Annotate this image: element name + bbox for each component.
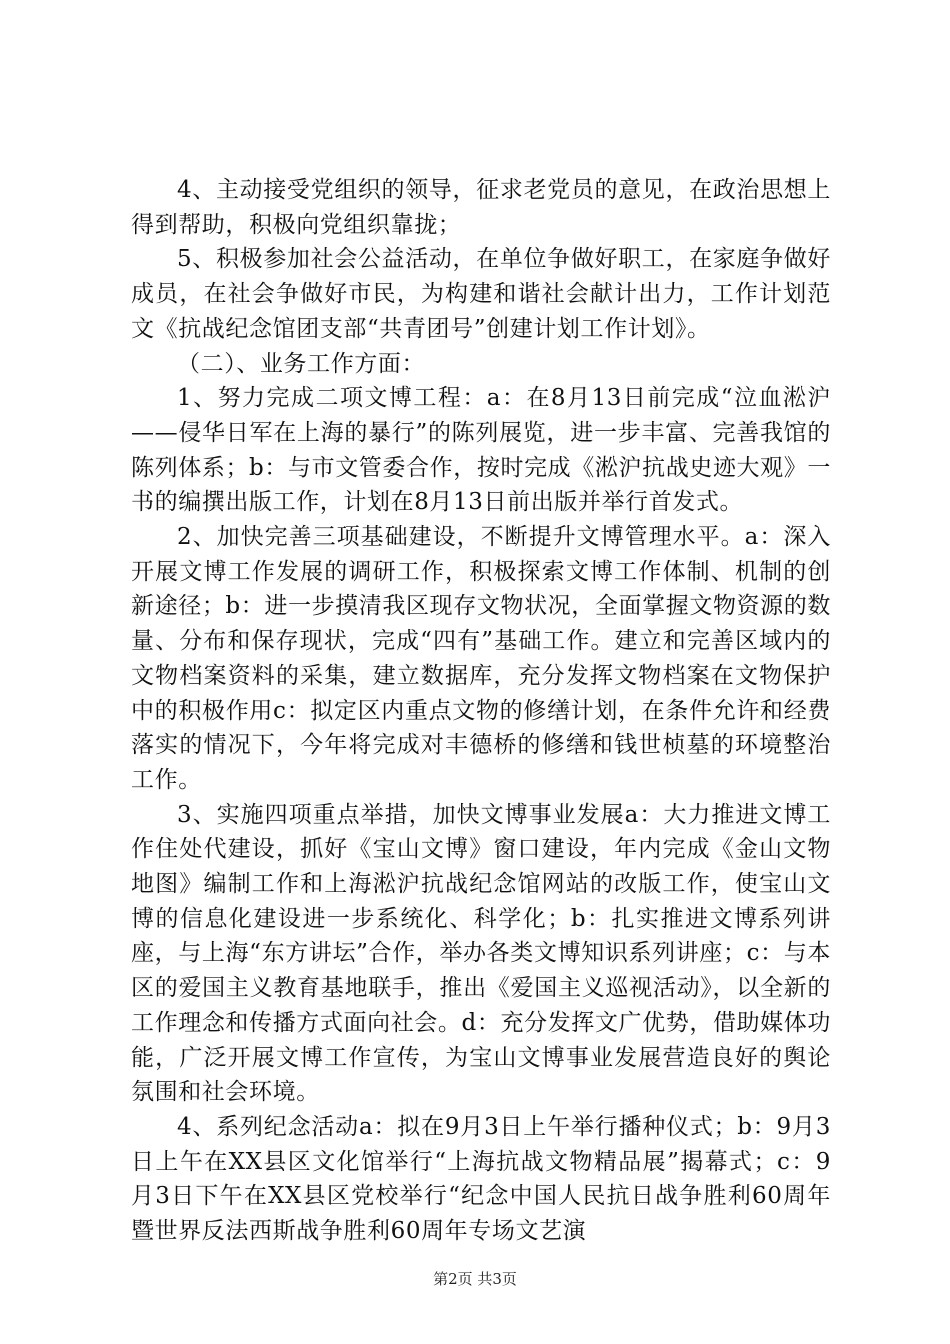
paragraph-business-2: 2、加快完善三项基础建设，不断提升文博管理水平。a：深入开展文博工作发展的调研工作，积极探索文博工作体制、机制的创新途径；b：进一步摸清我区现存文物状况，全面掌握文物资源的数量、分布和保存现状，完成“四有”基础工作。建立和完善区域内的文物档案资料的采集，建立数据库，充分发挥文物档案在文物保护中的积极作用c：拟定区内重点文物的修缮计划，在条件允许和经费落实的情况下，今年将完成对丰德桥的修缮和钱世桢墓的环境整治工作。 (131, 524, 831, 793)
paragraph-business-4: 4、系列纪念活动a：拟在9月3日上午举行播种仪式；b：9月3日上午在XX县区文化馆举行“上海抗战文物精品展”揭幕式；c：9月3日下午在XX县区党校举行“纪念中国人民抗日战争胜利60周年暨世界反法西斯战争胜利60周年专场文艺演 (131, 1113, 831, 1245)
paragraph-business-1: 1、努力完成二项文博工程：a：在8月13日前完成“泣血淞沪——侵华日军在上海的暴行”的陈列展览，进一步丰富、完善我馆的陈列体系；b：与市文管委合作，按时完成《淞沪抗战史迹大观》一书的编撰出版工作，计划在8月13日前出版并举行首发式。 (131, 385, 831, 516)
document-body (131, 173, 831, 1249)
paragraph-item-4-party: 4、主动接受党组织的领导，征求老党员的意见，在政治思想上得到帮助，积极向党组织靠拢； (131, 177, 831, 238)
paragraph-item-5-public-welfare: 5、积极参加社会公益活动，在单位争做好职工，在家庭争做好成员，在社会争做好市民，为构建和谐社会献计出力，工作计划范文《抗战纪念馆团支部“共青团号”创建计划工作计划》。 (131, 246, 831, 342)
paragraph-business-3: 3、实施四项重点举措，加快文博事业发展a：大力推进文博工作住处代建设，抓好《宝山文博》窗口建设，年内完成《金山文物地图》编制工作和上海淞沪抗战纪念馆网站的改版工作，使宝山文博的信息化建设进一步系统化、科学化；b：扎实推进文博系列讲座，与上海“东方讲坛”合作，举办各类文博知识系列讲座；c：与本区的爱国主义教育基地联手，推出《爱国主义巡视活动》，以全新的工作理念和传播方式面向社会。d：充分发挥文广优势，借助媒体功能，广泛开展文博工作宣传，为宝山文博事业发展营造良好的舆论氛围和社会环境。 (131, 801, 831, 1106)
section-heading-business-work: （二）、业务工作方面： (177, 350, 426, 377)
page-number-footer: 第2页 共3页 (433, 1270, 517, 1288)
